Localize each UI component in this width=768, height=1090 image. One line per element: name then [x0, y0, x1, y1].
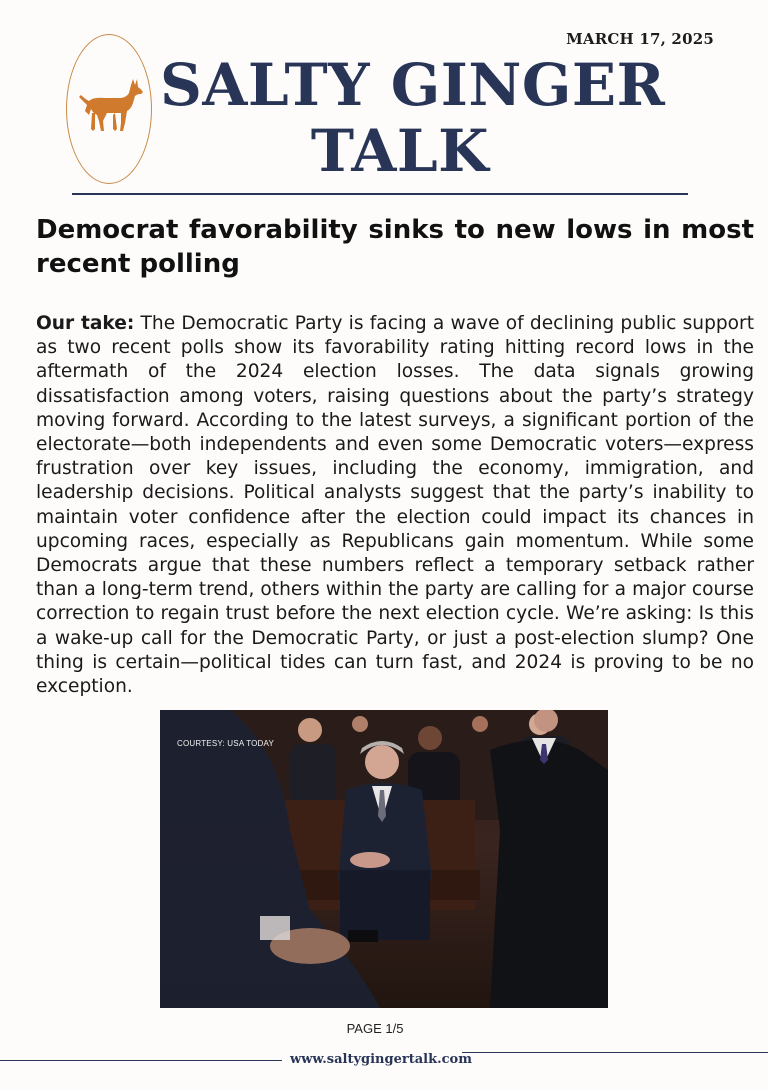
date: MARCH 17, 2025 [566, 30, 714, 48]
photo-credit: COURTESY: USA TODAY [177, 739, 275, 748]
lead-label: Our take: [36, 313, 135, 334]
page-number: PAGE 1/5 [346, 1021, 404, 1036]
masthead-line-1: SALTY GINGER [160, 51, 666, 119]
logo [66, 34, 152, 184]
photo-illustration [160, 710, 608, 1008]
website-link[interactable]: www.saltygingertalk.com [290, 1052, 472, 1067]
dog-icon [75, 71, 145, 147]
footer-divider-left [0, 1060, 282, 1061]
article-body [36, 312, 754, 699]
masthead-line-2: TALK [310, 117, 490, 185]
footer-divider-right [462, 1052, 768, 1053]
article-headline: Democrat favorability sinks to new lows in most recent polling [36, 215, 754, 279]
article-photo [160, 710, 608, 1008]
header-divider [72, 193, 688, 195]
masthead [160, 51, 666, 185]
body-text: The Democratic Party is facing a wave of declining public support as two recent polls show its favorability rating hitting record lows in the aftermath of the 2024 election losses. The data signals growing dissatisfaction among voters, raising questions about the party’s strategy moving forward. According to the latest surveys, a significant portion of the electorate—both independents and even some Democratic voters—express frustration over key issues, including the economy, immigration, and leadership decisions. Political analysts suggest that the party’s inability to maintain voter confidence after the election could impact its chances in upcoming races, especially as Republicans gain momentum. While some Democrats argue that these numbers reflect a temporary setback rather than a long-term trend, others within the party are calling for a major course correction to regain trust before the next election cycle. We’re asking: Is this a wake-up call for the Democratic Party, or just a post-election slump? One thing is certain—political tides can turn fast, and 2024 is proving to be no exception. [36, 313, 754, 698]
